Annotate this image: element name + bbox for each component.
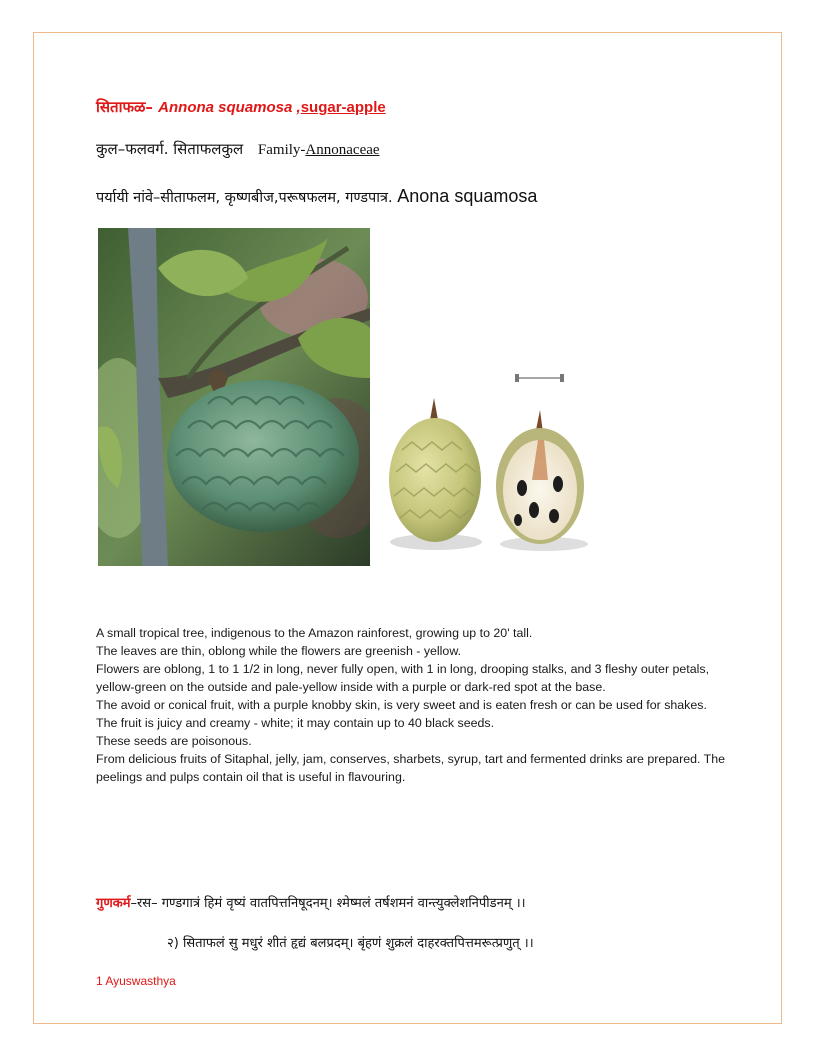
gunakarma-verse-2: २) सिताफलं सु मधुरं शीतं हृद्यं बलप्रदम्। बृंहणं शुक्रलं दाहरक्तपित्तमरूत्प्रणुत् ।।	[167, 936, 534, 951]
description-line: The leaves are thin, oblong while the flowers are greenish - yellow.	[96, 644, 462, 658]
family-line	[96, 139, 380, 159]
description-line: A small tropical tree, indigenous to the Amazon rainforest, growing up to 20' tall.	[96, 626, 533, 640]
gunakarma-text: –रस– गण्डगात्रं हिमं वृष्यं वातपित्तनिषूदनम्। श्मेष्मलं तर्षशमनं वान्त्युक्लेशनिपीडनम् ।।	[130, 896, 526, 911]
family-prefix: Family-	[257, 142, 306, 158]
synonyms-devanagari: पर्यायी नांवे–सीताफलम, कृष्णबीज,परूषफलम, गण्डपात्र.	[96, 190, 393, 206]
gunakarma-label: गुणकर्म	[96, 896, 131, 911]
synonyms-line	[96, 186, 537, 207]
description-block	[96, 624, 736, 786]
fruit-whole-cut-image	[372, 360, 592, 566]
family-devanagari: कुल–फलवर्ग. सिताफलकुल	[96, 140, 244, 158]
description-line: From delicious fruits of Sitaphal, jelly, jam, conserves, sharbets, syrup, tart and fermented drinks are prepared. The peelings and pulps contain oil that is useful in flavouring.	[96, 752, 725, 784]
description-line: Flowers are oblong, 1 to 1 1/2 in long, never fully open, with 1 in long, drooping stalks, and 3 fleshy outer petals, yellow-green on the outside and pale-yellow inside with a purple or dark-red spot at the base.	[96, 662, 710, 694]
title-latin-name: Annona squamosa ,	[158, 99, 301, 116]
footer-footnote: 1 Ayuswasthya	[96, 974, 176, 988]
tree-fruit-image	[98, 228, 370, 566]
title-devanagari: सिताफळ–	[96, 98, 153, 116]
family-name: Annonaceae	[305, 142, 380, 158]
description-line: The avoid or conical fruit, with a purple knobby skin, is very sweet and is eaten fresh or can be used for shakes.	[96, 698, 707, 712]
description-line: The fruit is juicy and creamy - white; it may contain up to 40 black seeds.	[96, 716, 495, 730]
synonyms-scientific: Anona squamosa	[397, 186, 538, 206]
gunakarma-line	[96, 893, 526, 911]
title-common-name: sugar-apple	[300, 99, 386, 116]
family-english	[258, 142, 380, 158]
page-title	[96, 97, 386, 117]
description-line: These seeds are poisonous.	[96, 734, 252, 748]
